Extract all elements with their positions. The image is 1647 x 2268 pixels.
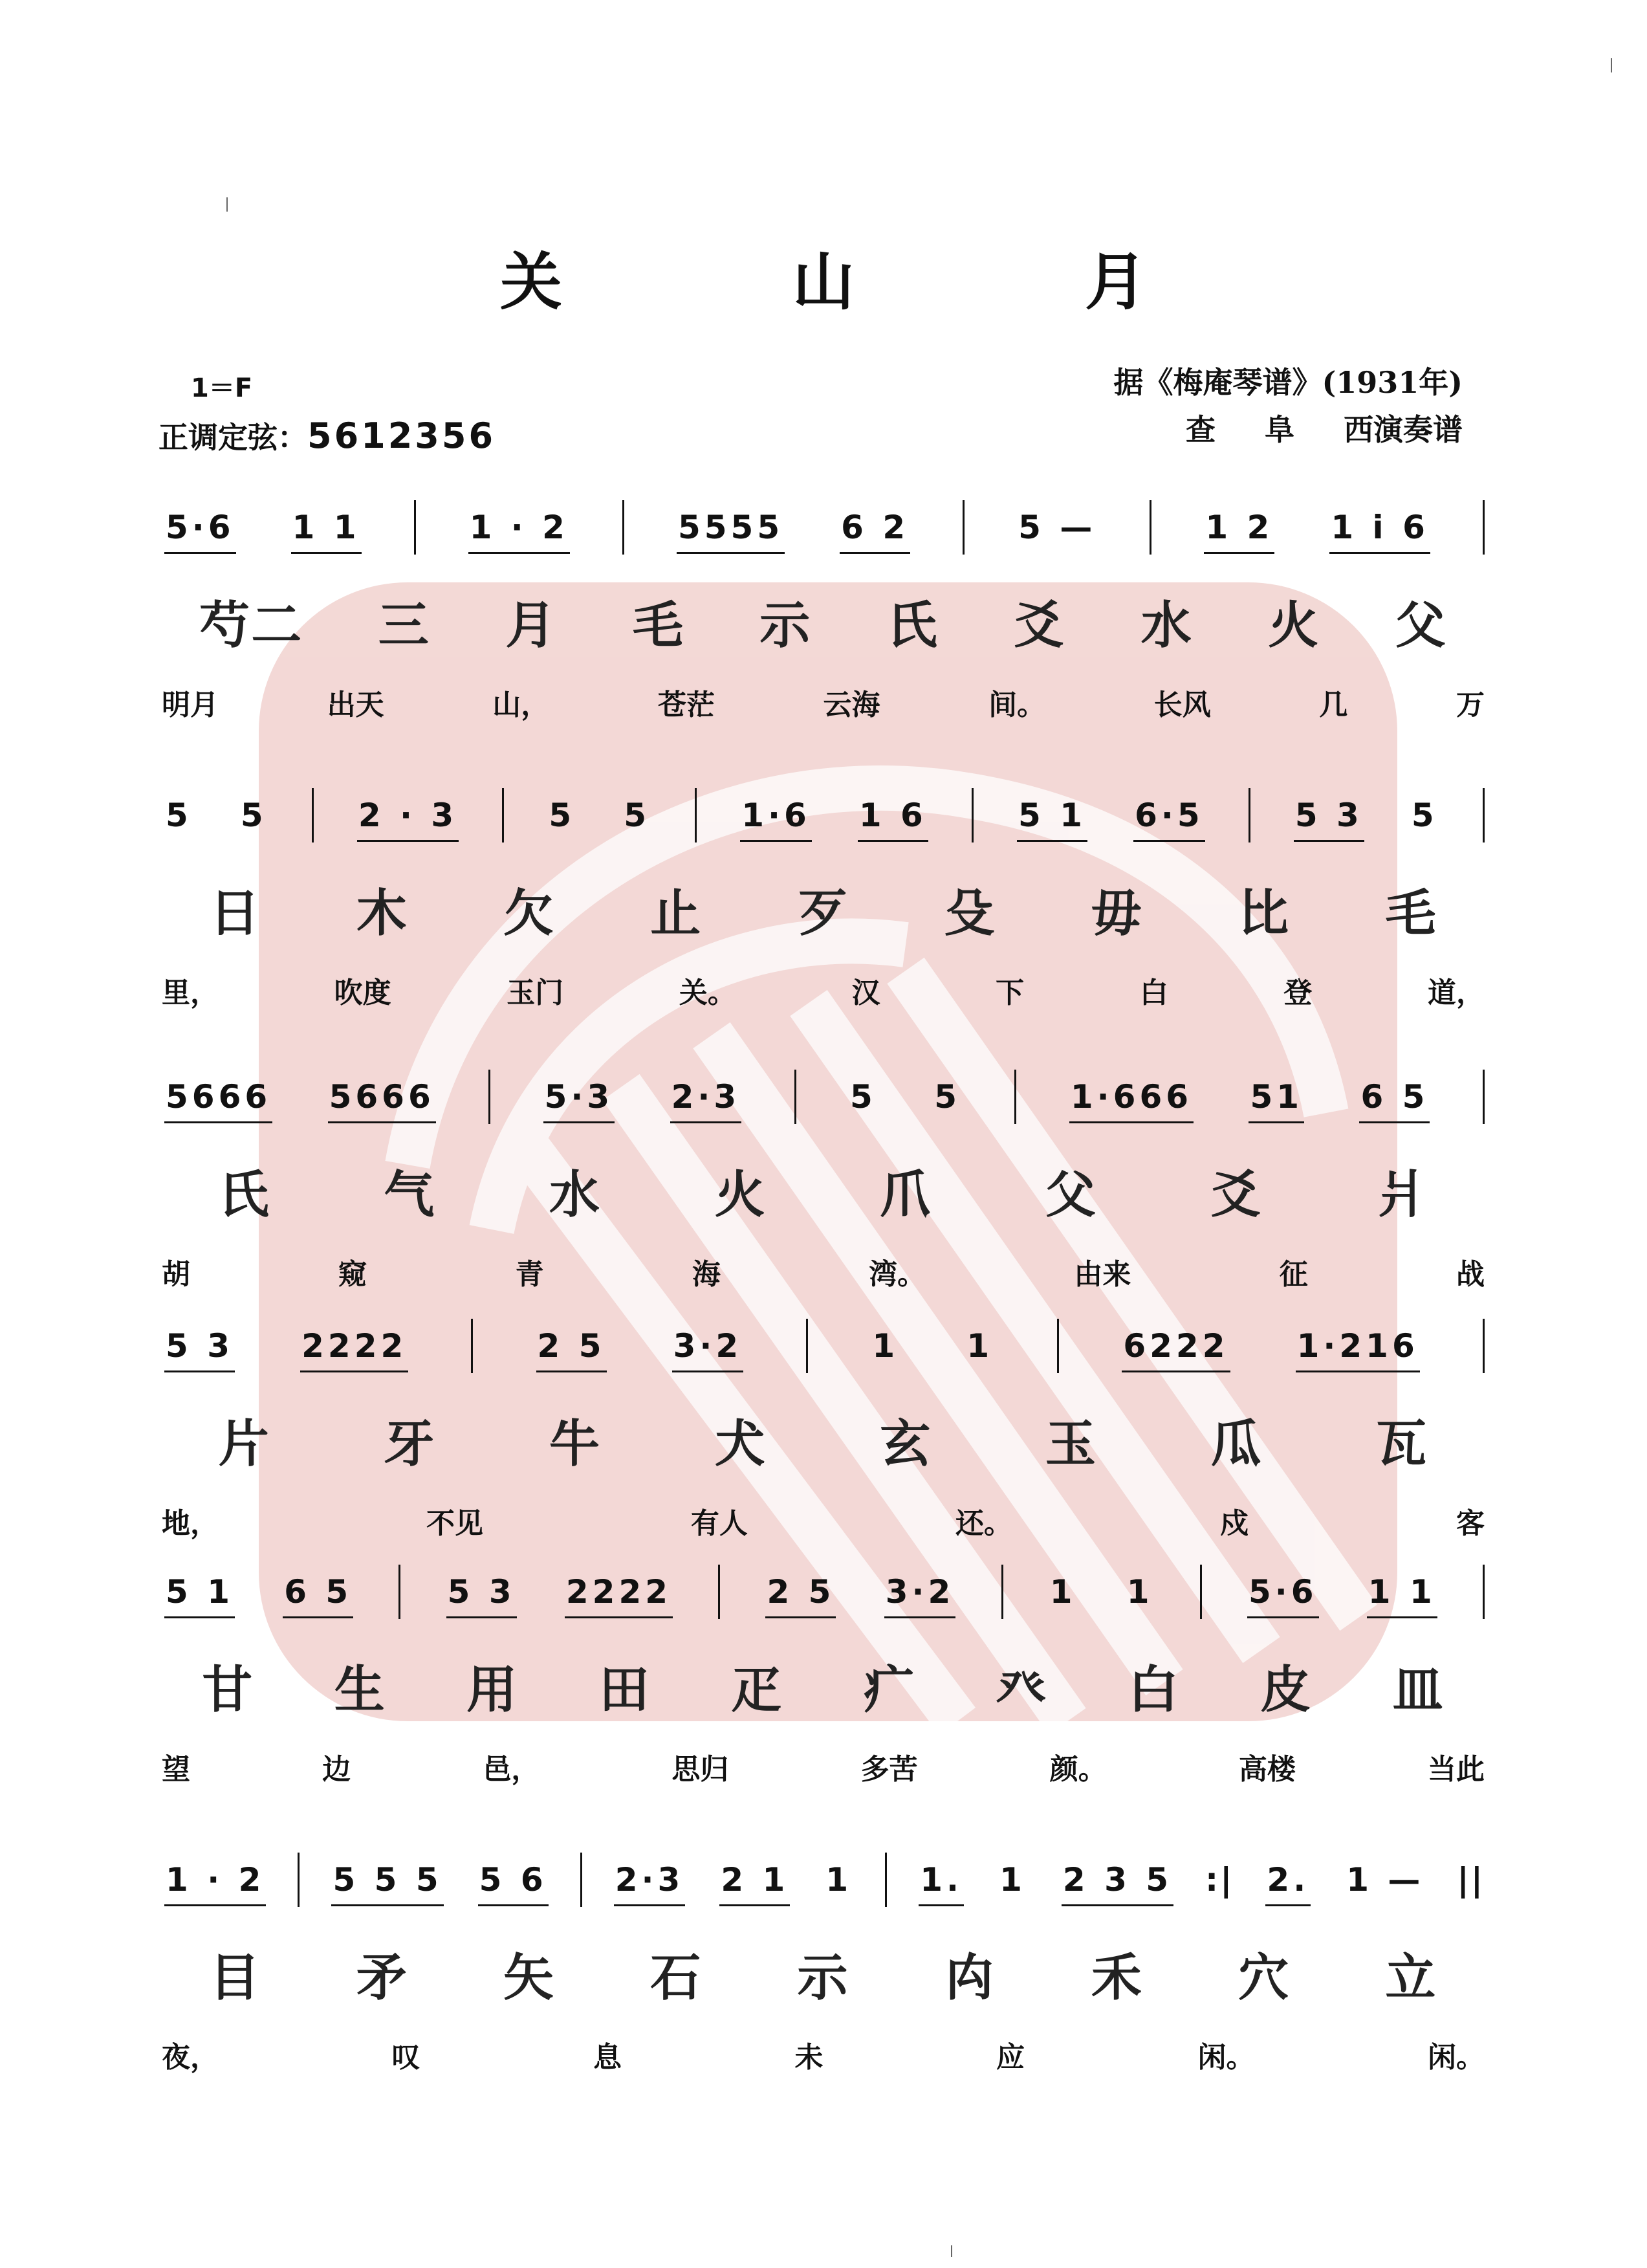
jianzipu-glyph: ⽮ (503, 1948, 556, 2007)
lyric-syllable: 高楼 (1238, 1753, 1296, 1786)
tuning-line (158, 414, 496, 457)
jianzipu-glyph: ⽨ (996, 1660, 1048, 1719)
jianzipu-glyph: ⽑ (1385, 884, 1437, 943)
note-group: 1 (872, 1327, 899, 1365)
note-group: 2·3 (668, 1078, 745, 1116)
jianzipu-glyph: ⽲ (1091, 1948, 1143, 2007)
lyric-syllable: 吹度 (334, 976, 391, 1009)
lyric-syllable: 边 (322, 1753, 351, 1786)
note-group: 1 · 2 (162, 1861, 268, 1899)
jianzipu-glyph: ⽘ (1210, 1165, 1263, 1224)
barline (1249, 788, 1250, 842)
lyric-syllable: 万 (1456, 688, 1485, 721)
note-group: 2 3 5 (1059, 1861, 1176, 1899)
lyric-syllable: 几 (1319, 688, 1348, 721)
note-group: 1 (825, 1861, 853, 1899)
note-group: 1 2 (1201, 509, 1277, 546)
note-group: 3·2 (882, 1573, 959, 1611)
jianzipu-glyph: ⽢ (202, 1660, 254, 1719)
barline (1483, 788, 1485, 842)
jianzipu-glyph: ⽣ (334, 1660, 386, 1719)
note-group: 5 (934, 1078, 961, 1116)
barline (398, 1565, 400, 1619)
lyric-syllable: 闲。 (1428, 2041, 1485, 2074)
jianzipu-glyph: ⽠ (1210, 1415, 1263, 1473)
note-group: 5·6 (162, 509, 239, 546)
barline (794, 1070, 796, 1124)
lyric-syllable: 道， (1428, 976, 1485, 1009)
jianzipu-glyph: ⽯ (650, 1948, 703, 2007)
barline (1483, 1070, 1485, 1124)
barline (502, 788, 504, 842)
note-group: 5 — (1018, 509, 1096, 546)
lyric-syllable: 出天 (327, 688, 384, 721)
barline (1057, 1319, 1059, 1373)
note-group: 5 3 (444, 1573, 519, 1611)
jianzipu-glyph: ⽴ (1385, 1948, 1437, 2007)
jianzipu-glyph: ⽒ (218, 1165, 270, 1224)
performer-credit: 查 阜 西演奏谱 (1185, 412, 1463, 447)
barline (718, 1565, 720, 1619)
jianzipu-glyph: ⽏ (1091, 884, 1143, 943)
note-group: 5 1 (162, 1573, 237, 1611)
jianzipu-glyph: ⽘ (1014, 596, 1066, 655)
jianzipu-glyph: ⽋ (503, 884, 556, 943)
lyric-syllable: 玉门 (507, 976, 564, 1009)
note-group: 5 (166, 797, 192, 834)
jianzipu-glyph: ⽤ (466, 1660, 519, 1719)
repeat-barline: || (1457, 1861, 1485, 1899)
registration-mark (1611, 58, 1612, 72)
note-group: 2 · 3 (354, 797, 461, 834)
barline (580, 1853, 582, 1907)
registration-mark (951, 2245, 952, 2257)
jianzipu-glyph: ⽦ (731, 1660, 783, 1719)
jianzipu-glyph: ⽛ (384, 1415, 436, 1473)
barline (972, 788, 974, 842)
source-credit: 据《梅庵琴谱》(1931年) (1113, 365, 1463, 400)
lyric-syllable: 颜。 (1049, 1753, 1107, 1786)
jianzipu-glyph: ⽑ (632, 596, 684, 655)
note-group: 2·3 (611, 1861, 688, 1899)
note-group: 3·2 (670, 1327, 747, 1365)
note-group: 5·3 (541, 1078, 618, 1116)
lyric-syllable: 由来 (1074, 1258, 1131, 1291)
note-group: 2222 (562, 1573, 675, 1611)
note-group: 1. (916, 1861, 966, 1899)
note-group: 1 1 (289, 509, 364, 546)
note-group: 2 5 (534, 1327, 609, 1365)
jianzipu-glyph: ⽌ (650, 884, 703, 943)
watermark-logo (259, 582, 1397, 1721)
barline (1001, 1565, 1003, 1619)
lyric-syllable: 间。 (988, 688, 1046, 721)
lyric-syllable: 望 (162, 1753, 190, 1786)
note-group: 1·6 (737, 797, 814, 834)
barline (1483, 1319, 1485, 1373)
lyric-syllable: 多苦 (860, 1753, 918, 1786)
jianpu-row (162, 1310, 1485, 1382)
jianzipu-glyph: ⽓ (384, 1165, 436, 1224)
jianzipu-row (162, 1155, 1485, 1226)
lyric-syllable: 思归 (671, 1753, 729, 1786)
jianzipu-glyph: ⽔ (1140, 596, 1193, 655)
jianpu-row (162, 492, 1485, 563)
jianzipu-glyph: ⽰ (759, 596, 812, 655)
barline (1150, 500, 1151, 555)
jianzipu-glyph: ⽉ (505, 596, 558, 655)
note-group: 5 3 (1291, 797, 1367, 834)
jianzipu-glyph: ⽞ (880, 1415, 932, 1473)
lyrics-row (162, 1498, 1485, 1543)
note-group: 1 6 (855, 797, 931, 834)
jianzipu-glyph: ⽗ (1045, 1165, 1097, 1224)
lyric-syllable: 战 (1456, 1258, 1485, 1291)
lyric-syllable: 不见 (426, 1507, 483, 1540)
jianpu-row (162, 1556, 1485, 1627)
barline (695, 788, 697, 842)
lyric-syllable: 汉 (851, 976, 880, 1009)
lyric-syllable: 夜， (162, 2041, 219, 2074)
jianzipu-glyph: ⽜ (549, 1415, 602, 1473)
barline (622, 500, 624, 555)
jianpu-row (162, 1061, 1485, 1132)
lyric-syllable: 征 (1279, 1258, 1308, 1291)
lyric-syllable: 登 (1283, 976, 1313, 1009)
jianzipu-glyph: ⽊ (356, 884, 408, 943)
barline (963, 500, 965, 555)
lyric-syllable: 胡 (162, 1258, 190, 1291)
note-group: 1 (966, 1327, 994, 1365)
jianzipu-glyph: ⽒ (886, 596, 939, 655)
barline (488, 1070, 490, 1124)
lyric-syllable: 明月 (162, 688, 219, 721)
lyric-syllable: 云海 (823, 688, 880, 721)
barline (1483, 1565, 1485, 1619)
jianzipu-row (162, 874, 1485, 945)
jianzipu-glyph: ⽭ (356, 1948, 408, 2007)
lyric-syllable: 里， (162, 976, 219, 1009)
note-group: 1 i 6 (1327, 509, 1433, 546)
lyric-syllable: 未 (794, 2041, 824, 2074)
jianzipu-row (162, 1404, 1485, 1475)
jianzipu-glyph: ⽩ (1128, 1660, 1180, 1719)
note-group: 5 (549, 797, 576, 834)
jianzipu-glyph: 三 (378, 596, 430, 655)
note-group: 5 (850, 1078, 877, 1116)
note-group: 6 2 (837, 509, 913, 546)
jianzipu-glyph: ⽬ (209, 1948, 261, 2007)
lyric-syllable: 当此 (1427, 1753, 1485, 1786)
jianzipu-glyph: ⽧ (863, 1660, 915, 1719)
note-group: 5 (624, 797, 651, 834)
barline (1200, 1565, 1202, 1619)
lyric-syllable: 应 (996, 2041, 1025, 2074)
jianpu-row (162, 1844, 1485, 1915)
jianzipu-glyph: ⽪ (1260, 1660, 1313, 1719)
barline (414, 500, 416, 555)
lyric-syllable: 白 (1139, 976, 1168, 1009)
note-group: 5 5 5 (329, 1861, 446, 1899)
jianzipu-glyph: ⽖ (880, 1165, 932, 1224)
lyrics-row (162, 2032, 1485, 2077)
jianzipu-glyph: ⽐ (1238, 884, 1291, 943)
lyric-syllable: 窥 (338, 1258, 367, 1291)
jianzipu-glyph: ⽚ (218, 1415, 270, 1473)
lyric-syllable: 息 (593, 2041, 622, 2074)
note-group: 6 5 (1357, 1078, 1432, 1116)
tuning-label: 正调定弦： (158, 420, 307, 455)
lyrics-row (162, 679, 1485, 725)
jianzipu-glyph: ⽡ (1376, 1415, 1428, 1473)
note-group: 1 (999, 1861, 1026, 1899)
page-title: 关 山 月 (500, 245, 1231, 318)
jianzipu-row (162, 1650, 1485, 1721)
jianpu-row (162, 780, 1485, 851)
watermark-qin-icon (259, 582, 1397, 1721)
jianzipu-glyph: ⽙ (1376, 1165, 1428, 1224)
barline (806, 1319, 808, 1373)
lyric-syllable: 青 (515, 1258, 544, 1291)
lyric-syllable: 闲。 (1197, 2041, 1255, 2074)
barline (471, 1319, 473, 1373)
jianzipu-row (162, 586, 1485, 657)
note-group: 51 (1246, 1078, 1307, 1116)
note-group: 2222 (298, 1327, 411, 1365)
lyric-syllable: 戍 (1220, 1507, 1249, 1540)
lyric-syllable: 邑， (483, 1753, 540, 1786)
lyric-syllable: 湾。 (869, 1258, 926, 1291)
jianzipu-glyph: ⽗ (1395, 596, 1447, 655)
lyric-syllable: 苍茫 (657, 688, 715, 721)
lyric-syllable: 长风 (1153, 688, 1211, 721)
note-group: 6222 (1119, 1327, 1232, 1365)
jianzipu-glyph: ⽫ (1392, 1660, 1445, 1719)
note-group: 2 1 (717, 1861, 792, 1899)
note-group: 1 (1049, 1573, 1076, 1611)
jianzipu-glyph: ⽰ (797, 1948, 849, 2007)
jianzipu-glyph: 芍二 (199, 596, 303, 655)
note-group: 5 1 (1014, 797, 1090, 834)
note-group: 5 6 (475, 1861, 551, 1899)
note-group: 1·216 (1293, 1327, 1423, 1365)
note-group: 5555 (674, 509, 787, 546)
jianzipu-glyph: ⽕ (1268, 596, 1320, 655)
note-group: 1 (1126, 1573, 1153, 1611)
note-group: 2 5 (763, 1573, 838, 1611)
registration-mark (226, 197, 228, 212)
lyric-syllable: 地， (162, 1507, 219, 1540)
jianzipu-glyph: ⽍ (797, 884, 849, 943)
jianzipu-glyph: ⽟ (1045, 1415, 1097, 1473)
note-group: 6 5 (280, 1573, 356, 1611)
note-group: 5666 (325, 1078, 439, 1116)
repeat-barline: :| (1205, 1861, 1234, 1899)
barline (312, 788, 314, 842)
jianzipu-glyph: ⽇ (209, 884, 261, 943)
barline (885, 1853, 887, 1907)
note-group: 5 3 (162, 1327, 237, 1365)
note-group: 1 — (1346, 1861, 1424, 1899)
note-group: 1 1 (1364, 1573, 1440, 1611)
note-group: 1 · 2 (466, 509, 573, 546)
lyric-syllable: 还。 (955, 1507, 1012, 1540)
jianzipu-glyph: ⽔ (549, 1165, 602, 1224)
jianzipu-glyph: ⽎ (944, 884, 996, 943)
note-group: 2. (1263, 1861, 1313, 1899)
jianzipu-glyph: ⽕ (714, 1165, 767, 1224)
note-group: 5666 (162, 1078, 275, 1116)
note-group: 6·5 (1131, 797, 1208, 834)
lyric-syllable: 下 (996, 976, 1025, 1009)
tuning-notes: 5612356 (307, 415, 496, 456)
barline (298, 1853, 300, 1907)
lyrics-row (162, 1249, 1485, 1294)
key-signature: 1＝F (191, 373, 253, 403)
note-group: 1·666 (1067, 1078, 1196, 1116)
note-group: 5 (1411, 797, 1438, 834)
lyrics-row (162, 967, 1485, 1013)
note-group: 5·6 (1245, 1573, 1322, 1611)
lyric-syllable: 有人 (691, 1507, 748, 1540)
jianzipu-row (162, 1938, 1485, 2009)
lyric-syllable: 海 (692, 1258, 721, 1291)
lyric-syllable: 客 (1456, 1507, 1485, 1540)
jianzipu-glyph: ⽱ (944, 1948, 996, 2007)
lyric-syllable: 山， (492, 688, 550, 721)
jianzipu-glyph: ⽥ (598, 1660, 651, 1719)
lyric-syllable: 关。 (679, 976, 736, 1009)
lyric-syllable: 叹 (391, 2041, 420, 2074)
note-group: 5 (240, 797, 267, 834)
barline (1483, 500, 1485, 555)
barline (1014, 1070, 1016, 1124)
lyrics-row (162, 1744, 1485, 1789)
jianzipu-glyph: ⽝ (714, 1415, 767, 1473)
jianzipu-glyph: ⽳ (1238, 1948, 1291, 2007)
